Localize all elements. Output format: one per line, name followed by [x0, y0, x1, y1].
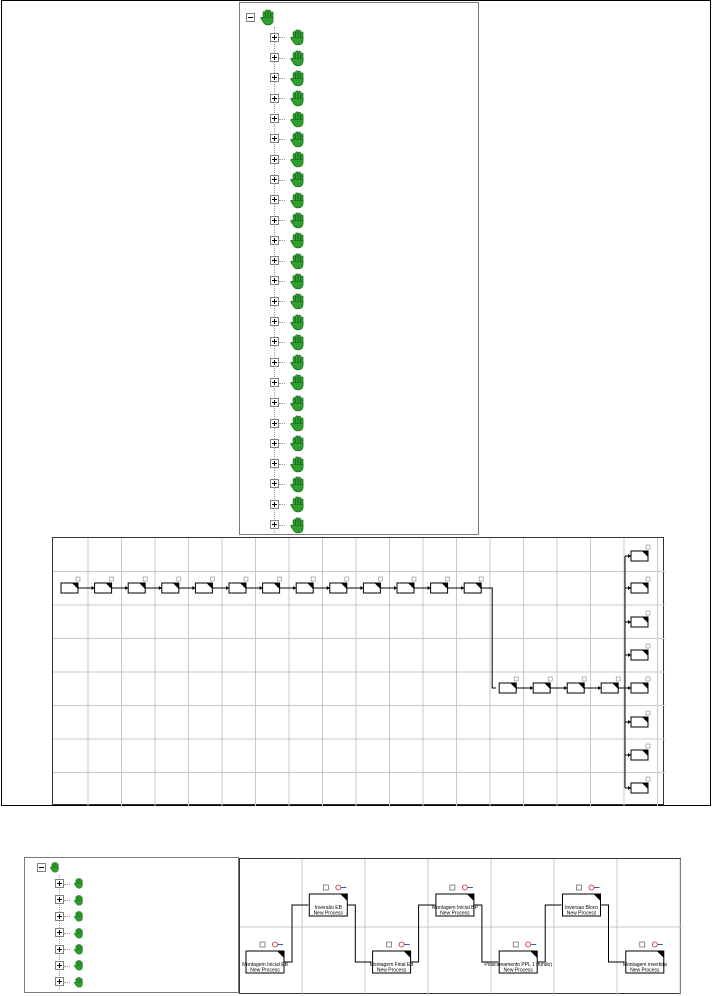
hand-process-icon — [289, 353, 307, 371]
hand-process-icon — [73, 976, 85, 988]
process-node[interactable] — [623, 942, 667, 974]
hand-process-icon — [73, 927, 85, 939]
tree-item[interactable] — [270, 312, 315, 332]
process-node[interactable] — [484, 942, 552, 974]
status-checkbox-icon — [640, 942, 645, 947]
node-title: Montagem Inicial EB — [242, 962, 288, 968]
hand-process-icon — [289, 69, 307, 87]
tree-item[interactable] — [270, 515, 315, 535]
tree-item[interactable] — [270, 251, 315, 271]
hand-process-icon — [289, 292, 307, 310]
process-node[interactable] — [309, 885, 347, 917]
status-checkbox-icon — [513, 942, 518, 947]
process-node[interactable] — [432, 885, 479, 917]
tree-item[interactable] — [270, 352, 315, 372]
hand-process-icon — [289, 475, 307, 493]
hand-process-icon — [289, 516, 307, 534]
hand-process-icon — [289, 211, 307, 229]
tree-item[interactable] — [270, 190, 315, 210]
expand-icon[interactable] — [55, 928, 64, 937]
hand-process-icon — [289, 272, 307, 290]
resource-badge-icon — [336, 885, 341, 890]
process-node[interactable] — [128, 577, 147, 593]
process-node[interactable] — [363, 577, 382, 593]
hand-process-icon — [289, 434, 307, 452]
tree-item[interactable] — [270, 169, 315, 189]
tree-item[interactable] — [270, 68, 315, 88]
expand-icon[interactable] — [270, 195, 279, 204]
hand-process-icon — [289, 495, 307, 513]
process-node[interactable] — [330, 577, 349, 593]
hand-process-icon — [289, 414, 307, 432]
bottom-flow-svg — [240, 859, 682, 995]
tree-item[interactable] — [270, 230, 315, 250]
tree-root-node[interactable] — [37, 859, 68, 875]
hand-process-icon — [289, 89, 307, 107]
flow-connector — [347, 905, 371, 962]
hand-process-icon — [73, 910, 85, 922]
node-title: Montagem Final EB — [369, 962, 414, 968]
node-type: New Process — [313, 910, 344, 917]
expand-icon[interactable] — [55, 879, 64, 888]
bottom-process-tree[interactable] — [24, 857, 239, 993]
status-checkbox-icon — [450, 885, 455, 890]
process-node[interactable] — [533, 677, 552, 693]
expand-icon[interactable] — [270, 378, 279, 387]
status-checkbox-icon — [323, 885, 328, 890]
expand-icon[interactable] — [270, 33, 279, 42]
expand-icon[interactable] — [55, 961, 64, 970]
hand-process-icon — [289, 150, 307, 168]
expand-icon[interactable] — [55, 912, 64, 921]
resource-badge-icon — [273, 942, 278, 947]
hand-process-icon — [289, 373, 307, 391]
collapse-icon[interactable] — [246, 13, 255, 22]
hand-process-icon — [289, 110, 307, 128]
tree-item[interactable] — [270, 149, 315, 169]
top-process-flow-diagram — [52, 537, 664, 805]
tree-item[interactable] — [270, 413, 315, 433]
expand-icon[interactable] — [270, 53, 279, 62]
tree-root-node[interactable] — [246, 7, 285, 27]
expand-icon[interactable] — [270, 358, 279, 367]
expand-icon[interactable] — [55, 977, 64, 986]
process-node[interactable] — [195, 577, 214, 593]
expand-icon[interactable] — [270, 114, 279, 123]
node-type: New Process — [503, 967, 533, 974]
process-node[interactable] — [229, 577, 248, 593]
process-node[interactable] — [431, 577, 450, 593]
expand-icon[interactable] — [270, 500, 279, 509]
tree-item[interactable] — [270, 372, 315, 392]
resource-badge-icon — [399, 942, 404, 947]
hand-process-icon — [289, 191, 307, 209]
expand-icon[interactable] — [270, 520, 279, 529]
tree-item[interactable] — [55, 941, 92, 957]
hand-process-icon — [289, 28, 307, 46]
expand-icon[interactable] — [270, 459, 279, 468]
node-title: Inversao Bloco — [564, 905, 599, 911]
process-node[interactable] — [242, 942, 289, 974]
tree-item[interactable] — [55, 892, 92, 908]
process-node[interactable] — [601, 677, 620, 693]
node-title: Montagem invertida — [622, 962, 667, 968]
process-node[interactable] — [263, 577, 282, 593]
status-checkbox-icon — [260, 942, 265, 947]
node-type: New Process — [250, 967, 280, 974]
hand-process-icon — [289, 231, 307, 249]
expand-icon[interactable] — [270, 297, 279, 306]
hand-process-icon — [73, 943, 85, 955]
expand-icon[interactable] — [270, 134, 279, 143]
tree-item[interactable] — [55, 957, 92, 973]
tree-item[interactable] — [270, 88, 315, 108]
tree-item[interactable] — [270, 454, 315, 474]
hand-process-icon — [289, 313, 307, 331]
flow-connector — [411, 905, 435, 962]
hand-process-icon — [73, 894, 85, 906]
tree-item[interactable] — [270, 393, 315, 413]
process-node[interactable] — [397, 577, 416, 593]
tree-item[interactable] — [270, 332, 315, 352]
expand-icon[interactable] — [270, 276, 279, 285]
expand-icon[interactable] — [270, 337, 279, 346]
expand-icon[interactable] — [270, 439, 279, 448]
tree-item[interactable] — [270, 494, 315, 514]
hand-process-icon — [289, 49, 307, 67]
tree-item[interactable] — [270, 27, 315, 47]
hand-process-icon — [289, 394, 307, 412]
resource-badge-icon — [589, 885, 594, 890]
resource-badge-icon — [462, 885, 467, 890]
process-node[interactable] — [631, 744, 650, 760]
expand-icon[interactable] — [270, 155, 279, 164]
flow-connector — [284, 905, 308, 962]
node-type: New Process — [566, 910, 597, 917]
tree-item[interactable] — [270, 291, 315, 311]
flow-connector — [474, 905, 498, 962]
node-type: New Process — [376, 967, 407, 974]
tree-item[interactable] — [55, 875, 92, 891]
expand-icon[interactable] — [270, 479, 279, 488]
process-node[interactable] — [296, 577, 315, 593]
process-node[interactable] — [631, 644, 650, 660]
expand-icon[interactable] — [55, 945, 64, 954]
expand-icon[interactable] — [270, 419, 279, 428]
node-type: New Process — [440, 910, 470, 917]
expand-icon[interactable] — [270, 216, 279, 225]
process-node[interactable] — [162, 577, 181, 593]
expand-icon[interactable] — [270, 175, 279, 184]
tree-item[interactable] — [270, 433, 315, 453]
hand-process-icon — [289, 455, 307, 473]
expand-icon[interactable] — [270, 317, 279, 326]
process-node[interactable] — [95, 577, 114, 593]
process-node[interactable] — [631, 545, 650, 561]
node-title: Inversão EB — [314, 905, 342, 911]
node-title: Montagem Inicial BP — [431, 905, 478, 911]
process-node[interactable] — [631, 711, 650, 727]
tree-item[interactable] — [55, 925, 92, 941]
expand-icon[interactable] — [270, 73, 279, 82]
collapse-icon[interactable] — [37, 863, 46, 872]
process-node[interactable] — [567, 677, 586, 693]
status-checkbox-icon — [577, 885, 582, 890]
process-node[interactable] — [631, 677, 650, 693]
process-node[interactable] — [563, 885, 601, 917]
resource-badge-icon — [652, 942, 657, 947]
tree-item[interactable] — [55, 974, 92, 990]
top-flow-svg — [53, 538, 665, 806]
hand-process-icon — [259, 8, 277, 26]
hand-process-icon — [73, 877, 85, 889]
expand-icon[interactable] — [55, 895, 64, 904]
node-title: Posicionamento PPL 1 (fundo) — [484, 962, 553, 968]
hand-process-icon — [289, 170, 307, 188]
tree-item[interactable] — [55, 908, 92, 924]
process-node[interactable] — [631, 611, 650, 627]
tree-item[interactable] — [270, 271, 315, 291]
tree-item[interactable] — [270, 48, 315, 68]
process-node[interactable] — [61, 577, 80, 593]
hand-process-icon — [289, 252, 307, 270]
tree-item[interactable] — [270, 474, 315, 494]
process-node[interactable] — [631, 777, 650, 793]
expand-icon[interactable] — [270, 398, 279, 407]
top-process-tree[interactable] — [239, 2, 479, 535]
resource-badge-icon — [526, 942, 531, 947]
process-node[interactable] — [464, 577, 483, 593]
expand-icon[interactable] — [270, 256, 279, 265]
process-node[interactable] — [499, 677, 518, 693]
status-checkbox-icon — [387, 942, 392, 947]
node-type: New Process — [630, 967, 660, 974]
expand-icon[interactable] — [270, 94, 279, 103]
tree-item[interactable] — [270, 129, 315, 149]
tree-item[interactable] — [270, 109, 315, 129]
hand-process-icon — [73, 959, 85, 971]
flow-connector — [537, 905, 561, 962]
expand-icon[interactable] — [270, 236, 279, 245]
flow-connector — [601, 905, 625, 962]
tree-item[interactable] — [270, 210, 315, 230]
upper-figure-frame — [1, 0, 711, 806]
process-node[interactable] — [370, 942, 415, 974]
hand-process-icon — [289, 130, 307, 148]
bottom-process-flow-diagram — [239, 858, 681, 994]
hand-process-icon — [289, 333, 307, 351]
hand-process-icon — [49, 861, 61, 873]
process-node[interactable] — [631, 577, 650, 593]
